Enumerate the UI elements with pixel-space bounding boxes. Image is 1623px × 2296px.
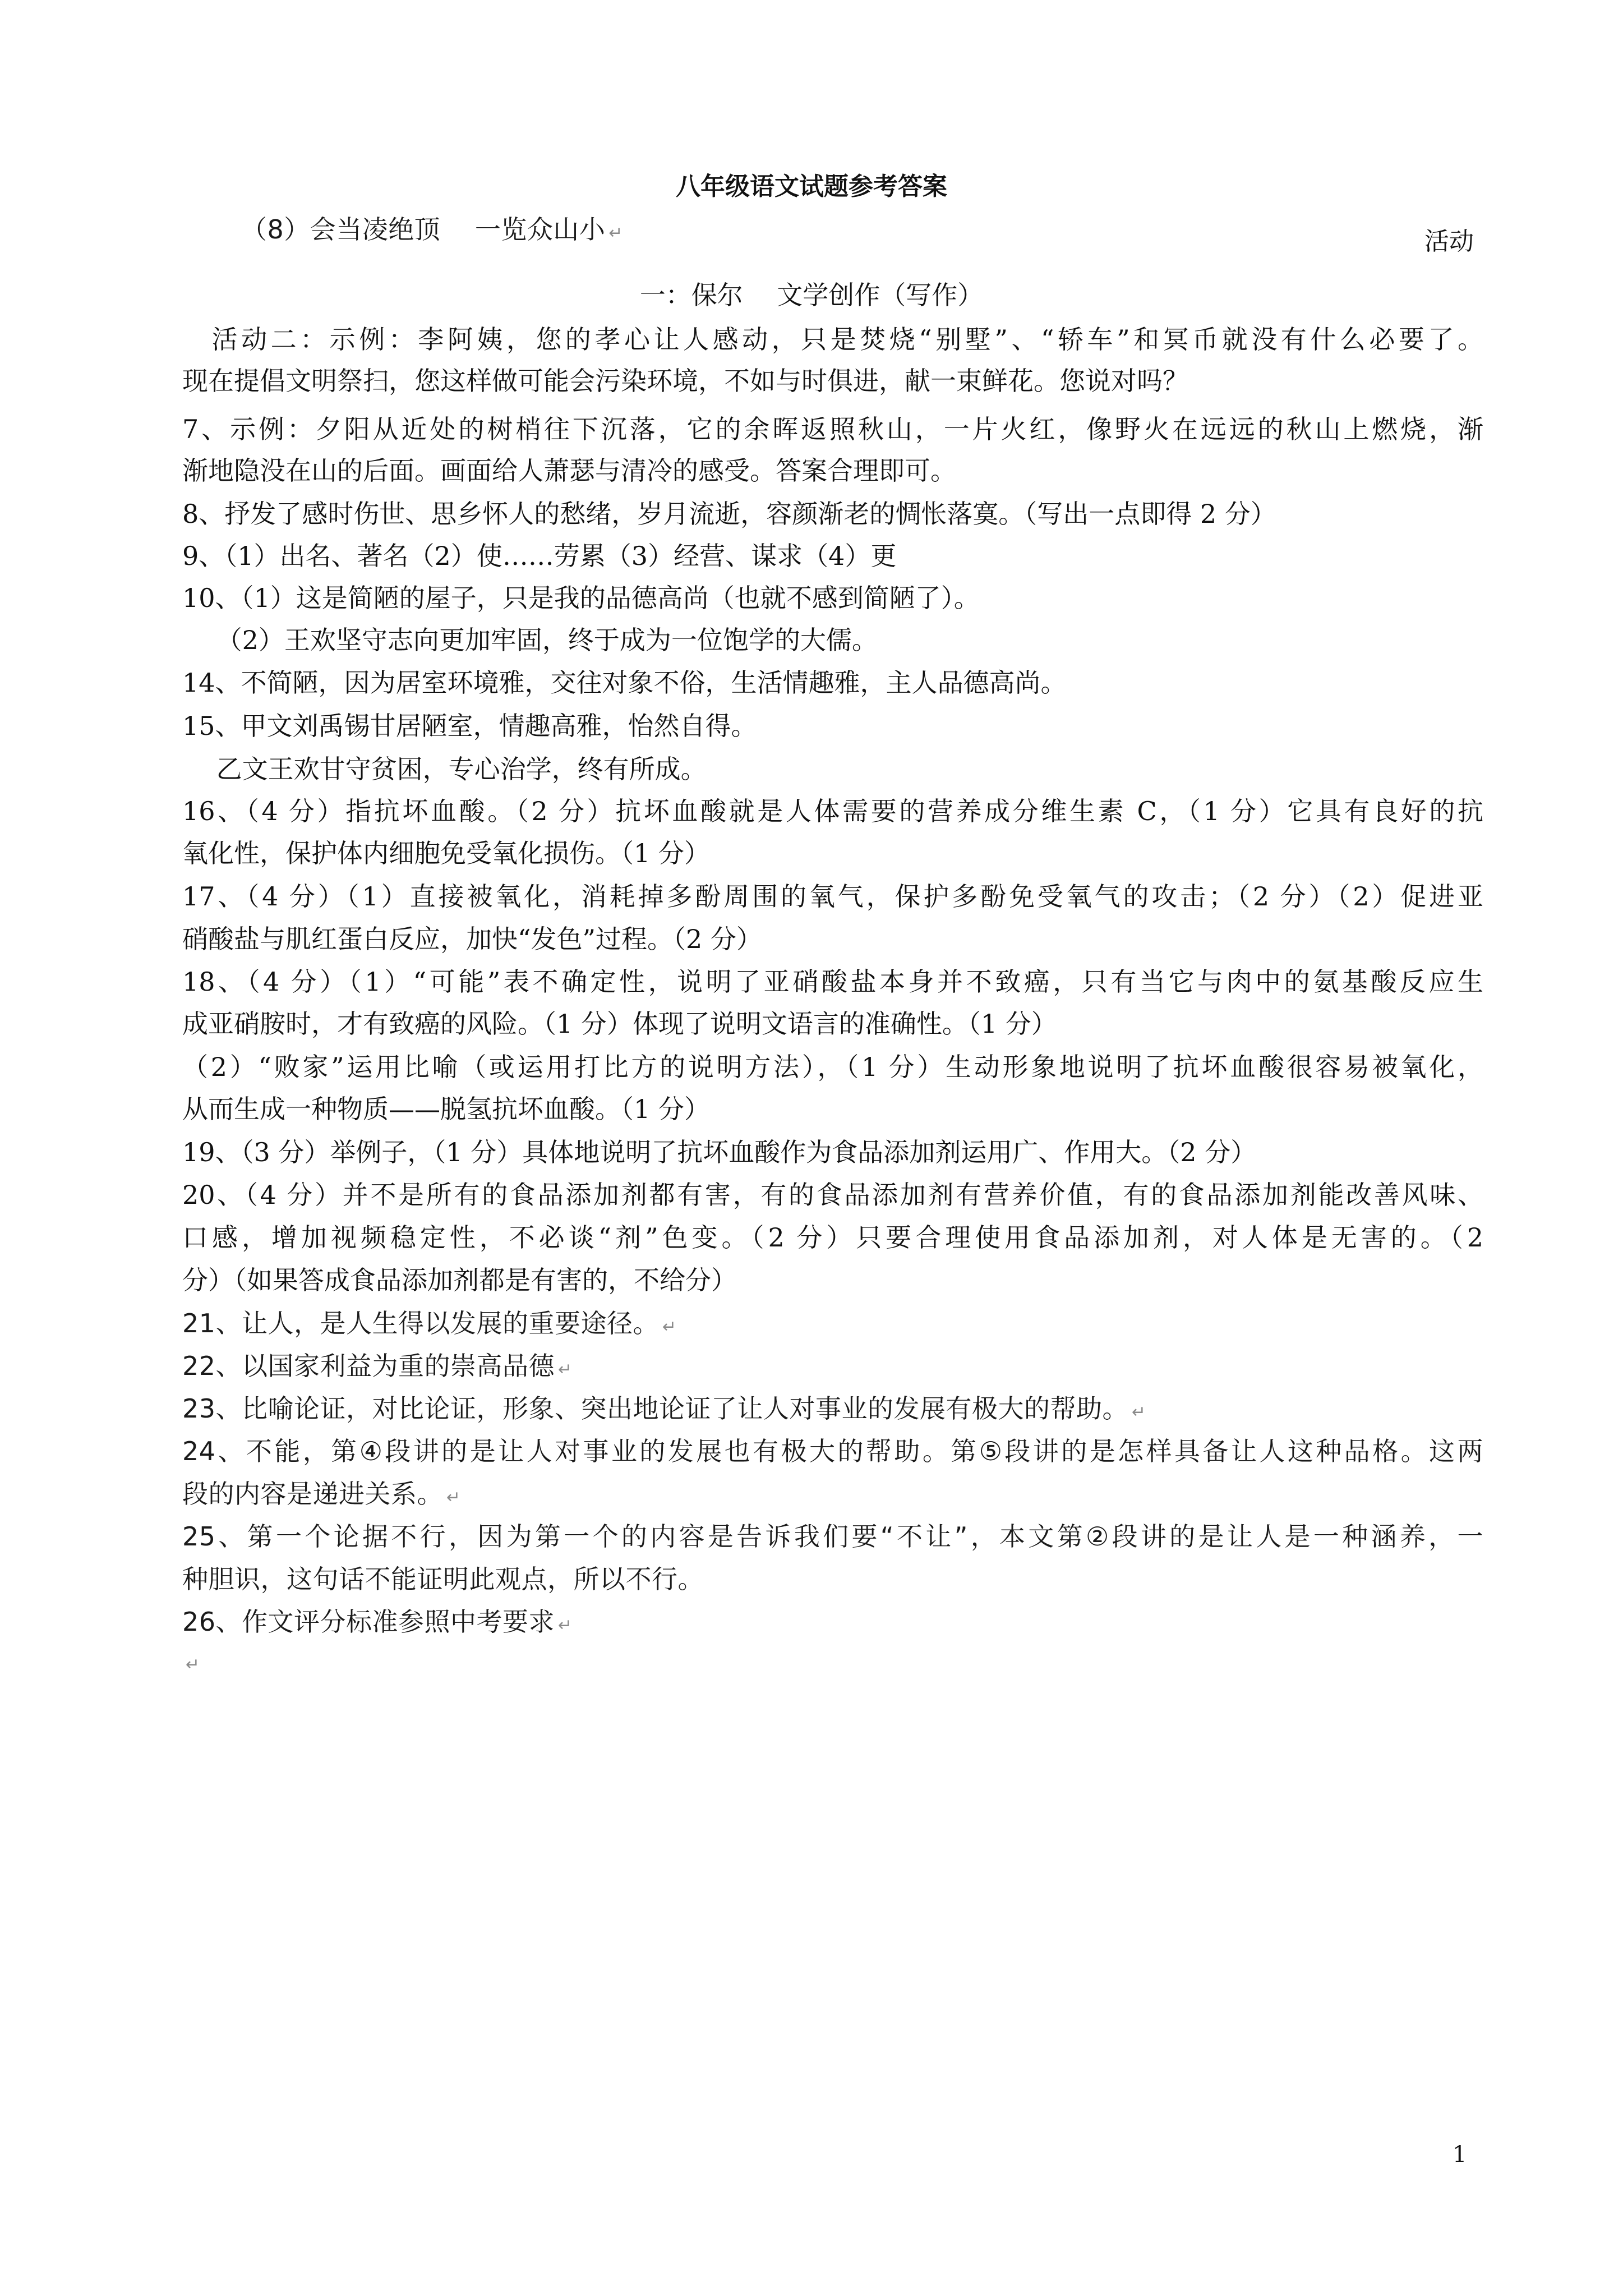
pasted-answer-text: 23、比喻论证，对比论证，形象、突出地论证了让人对事业的发展有极大的帮助。 — [182, 1393, 1129, 1424]
empty-paragraph-line — [182, 1644, 200, 1682]
answer-line: 17、（4 分）（1）直接被氧化，消耗掉多酚周围的氧气，保护多酚免受氧气的攻击；（2 分）（2）促进亚 — [182, 881, 1483, 912]
answer-line: 成亚硝胺时，才有致癌的风险。（1 分）体现了说明文语言的准确性。（1 分） — [182, 1009, 1057, 1039]
answer-line: 从而生成一种物质——脱氢抗坏血酸。（1 分） — [182, 1094, 710, 1124]
pasted-answer-text: 22、以国家利益为重的崇高品德 — [182, 1351, 555, 1381]
answer-line: （2）王欢坚守志向更加牢固，终于成为一位饱学的大儒。 — [182, 625, 878, 655]
pasted-answer-text: 段的内容是递进关系。 — [182, 1479, 443, 1509]
pasted-answer-line — [182, 1391, 1146, 1430]
answer-line: （2）“败家”运用比喻（或运用打比方的说明方法），（1 分）生动形象地说明了抗坏血酸很容易被氧化， — [182, 1052, 1483, 1082]
answer-line: 口感，增加视频稳定性，不必谈“剂”色变。（2 分）只要合理使用食品添加剂，对人体是无害的。（2 — [182, 1222, 1483, 1253]
document-title: 八年级语文试题参考答案 — [676, 172, 947, 201]
poem-answer-text: （8）会当凌绝顶 一览众山小 — [241, 214, 606, 245]
return-mark: ↵ — [608, 223, 624, 243]
section-line: 一：保尔 文学创作（写作） — [639, 280, 984, 310]
answer-line: 18、（4 分）（1）“可能”表不确定性，说明了亚硝酸盐本身并不致癌，只有当它与肉中的氨基酸反应生 — [182, 967, 1483, 997]
answer-line: 渐地隐没在山的后面。画面给人萧瑟与清冷的感受。答案合理即可。 — [182, 455, 956, 486]
return-mark: ↵ — [558, 1360, 573, 1379]
return-mark: ↵ — [446, 1488, 461, 1507]
return-mark: ↵ — [558, 1616, 573, 1635]
pasted-answer-line — [182, 1349, 573, 1387]
page-number: 1 — [1453, 2142, 1467, 2168]
pasted-answer-text: 26、作文评分标准参照中考要求 — [182, 1607, 555, 1637]
answer-line: 现在提倡文明祭扫，您这样做可能会污染环境，不如与时俱进，献一束鲜花。您说对吗？ — [182, 366, 1188, 396]
pasted-answer-line — [182, 1604, 573, 1643]
answer-line: 氧化性，保护体内细胞免受氧化损伤。（1 分） — [182, 838, 710, 868]
answer-line: 20、（4 分）并不是所有的食品添加剂都有害，有的食品添加剂有营养价值，有的食品添加剂能改善风味、 — [182, 1180, 1483, 1210]
answer-line: 15、甲文刘禹锡甘居陋室，情趣高雅，怡然自得。 — [182, 711, 757, 741]
answer-line: 16、（4 分）指抗坏血酸。（2 分）抗坏血酸就是人体需要的营养成分维生素 C，（1 分）它具有良好的抗 — [182, 796, 1483, 826]
pasted-answer-text: 21、让人，是人生得以发展的重要途径。 — [182, 1308, 660, 1338]
answer-line: 乙文王欢甘守贫困，专心治学，终有所成。 — [182, 754, 707, 784]
poem-answer-line — [241, 212, 623, 251]
return-mark: ↵ — [662, 1317, 677, 1337]
pasted-answer-line: 种胆识，这句话不能证明此观点，所以不行。 — [182, 1564, 704, 1594]
pasted-answer-line: 25、第一个论据不行，因为第一个的内容是告诉我们要“不让”，本文第②段讲的是让人是一种涵养，一 — [182, 1521, 1483, 1552]
answer-line: 9、（1）出名、著名（2）使……劳累（3）经营、谋求（4）更 — [182, 541, 897, 571]
answer-line: 分）（如果答成食品添加剂都是有害的，不给分） — [182, 1265, 737, 1295]
answer-line: 8、抒发了感时伤世、思乡怀人的愁绪，岁月流逝，容颜渐老的惆怅落寞。（写出一点即得 2 分） — [182, 499, 1276, 529]
answer-line: 10、（1）这是简陋的屋子，只是我的品德高尚（也就不感到简陋了）。 — [182, 583, 980, 613]
pasted-answer-line — [182, 1476, 461, 1515]
answer-line: 硝酸盐与肌红蛋白反应，加快“发色”过程。（2 分） — [182, 924, 762, 954]
answer-line: 7、示例：夕阳从近处的树梢往下沉落，它的余晖返照秋山，一片火红，像野火在远远的秋山上燃烧，渐 — [182, 414, 1483, 444]
answer-line: 活动二：示例：李阿姨，您的孝心让人感动，只是焚烧“别墅”、“轿车”和冥币就没有什么必要了。 — [182, 324, 1483, 355]
answer-line: 19、（3 分）举例子，（1 分）具体地说明了抗坏血酸作为食品添加剂运用广、作用大。（2 分） — [182, 1137, 1257, 1167]
pasted-answer-line: 24、不能，第④段讲的是让人对事业的发展也有极大的帮助。第⑤段讲的是怎样具备让人这种品格。这两 — [182, 1436, 1483, 1466]
activity-side-label: 活动 — [1424, 227, 1474, 256]
return-mark: ↵ — [1132, 1402, 1146, 1422]
pasted-answer-line — [182, 1306, 677, 1345]
return-mark: ↵ — [186, 1655, 200, 1674]
answer-line: 14、不简陋，因为居室环境雅，交往对象不俗，生活情趣雅，主人品德高尚。 — [182, 668, 1067, 698]
